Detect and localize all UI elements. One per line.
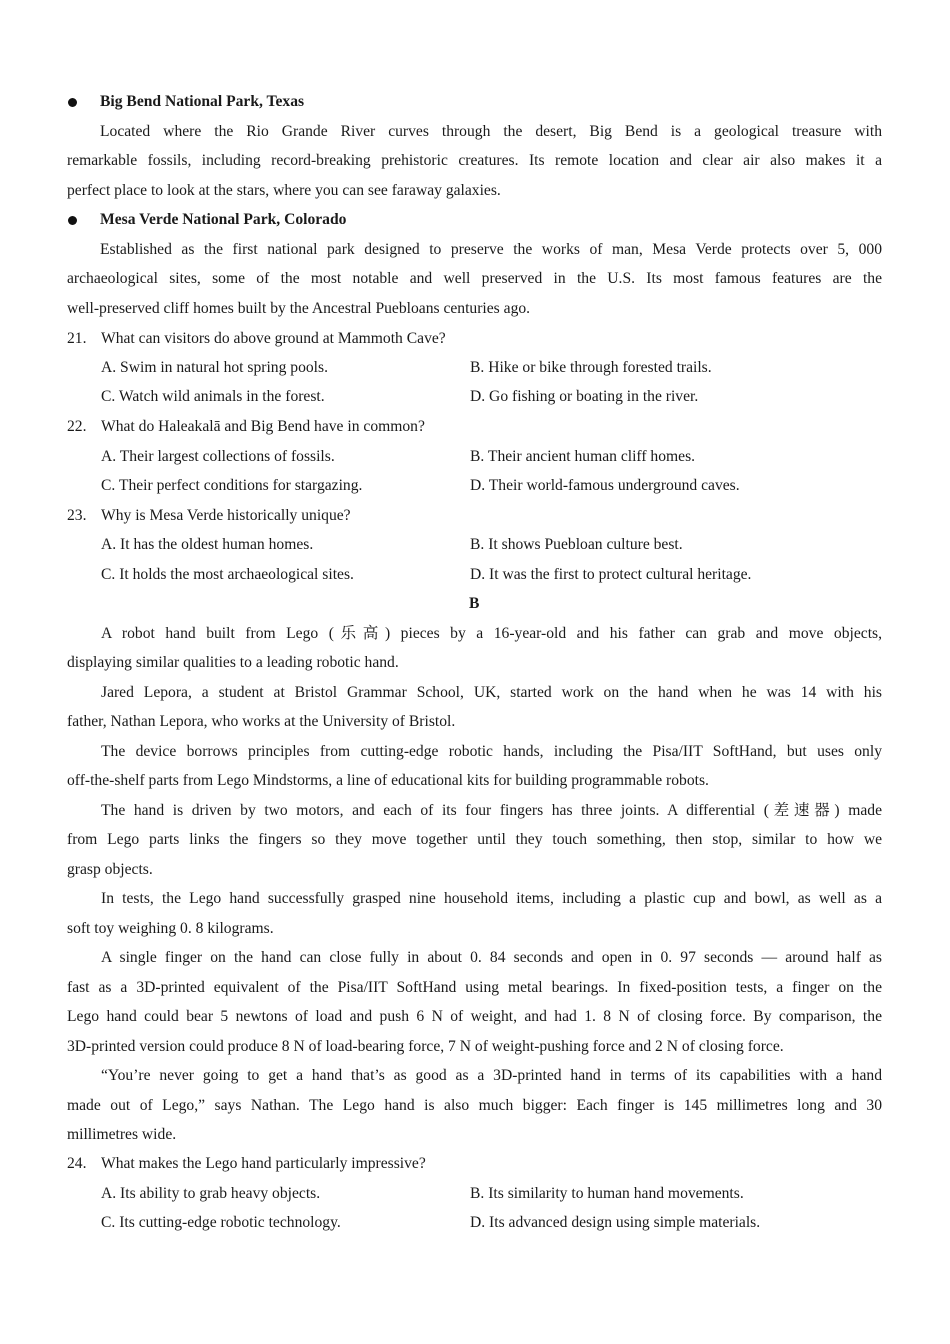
bullet-icon xyxy=(68,216,77,225)
park-title: Mesa Verde National Park, Colorado xyxy=(100,211,347,228)
option-c: C. Its cutting-edge robotic technology. xyxy=(101,1214,341,1231)
question-stem: Why is Mesa Verde historically unique? xyxy=(101,507,351,524)
option-b: B. Its similarity to human hand movements. xyxy=(470,1185,744,1202)
paragraph-line: perfect place to look at the stars, where you can see faraway galaxies. xyxy=(67,182,501,199)
question-stem: What can visitors do above ground at Mammoth Cave? xyxy=(101,330,446,347)
paragraph-line: grasp objects. xyxy=(67,861,153,878)
paragraph-line: “You’re never going to get a hand that’s as good as a 3D-printed hand in terms of its capabilities with a hand xyxy=(101,1067,882,1084)
option-c: C. It holds the most archaeological sites. xyxy=(101,566,354,583)
paragraph-line: millimetres wide. xyxy=(67,1126,177,1143)
paragraph-line: made out of Lego,” says Nathan. The Lego hand is also much bigger: Each finger is 145 millimetres long and 30 xyxy=(67,1097,882,1114)
option-a: A. Swim in natural hot spring pools. xyxy=(101,359,328,376)
option-d: D. It was the first to protect cultural heritage. xyxy=(470,566,752,583)
paragraph-line: fast as a 3D-printed equivalent of the Pisa/IIT SoftHand using metal bearings. In fixed-position tests, a finger on the xyxy=(67,979,882,996)
section-heading: B xyxy=(469,595,480,612)
paragraph-line: The device borrows principles from cutting-edge robotic hands, including the Pisa/IIT SoftHand, but uses only xyxy=(101,743,882,760)
option-b: B. It shows Puebloan culture best. xyxy=(470,536,683,553)
paragraph-line: off-the-shelf parts from Lego Mindstorms, a line of educational kits for building programmable robots. xyxy=(67,772,709,789)
option-c: C. Watch wild animals in the forest. xyxy=(101,388,325,405)
option-a: A. It has the oldest human homes. xyxy=(101,536,314,553)
paragraph-line: A single finger on the hand can close fully in about 0. 84 seconds and open in 0. 97 seconds — around half as xyxy=(101,949,882,966)
option-b: B. Hike or bike through forested trails. xyxy=(470,359,712,376)
bullet-icon xyxy=(68,98,77,107)
paragraph-line: The hand is driven by two motors, and each of its four fingers has three joints. A differential (差速器) made xyxy=(101,802,882,819)
paragraph-line: soft toy weighing 0. 8 kilograms. xyxy=(67,920,274,937)
question-21 xyxy=(67,328,446,350)
paragraph-line: displaying similar qualities to a leading robotic hand. xyxy=(67,654,399,671)
park-title: Big Bend National Park, Texas xyxy=(100,93,305,110)
option-a: A. Their largest collections of fossils. xyxy=(101,448,335,465)
paragraph-line: Established as the first national park designed to preserve the works of man, Mesa Verde protects over 5, 000 xyxy=(100,241,882,258)
question-24 xyxy=(67,1153,426,1175)
question-number: 23. xyxy=(67,507,87,524)
option-d: D. Its advanced design using simple materials. xyxy=(470,1214,761,1231)
paragraph-line: remarkable fossils, including record-breaking prehistoric creatures. Its remote location and clear air also makes it a xyxy=(67,152,882,169)
paragraph-line: Jared Lepora, a student at Bristol Grammar School, UK, started work on the hand when he was 14 with his xyxy=(101,684,882,701)
paragraph-line: 3D-printed version could produce 8 N of load-bearing force, 7 N of weight-pushing force and 2 N of closing force. xyxy=(67,1038,784,1055)
paragraph-line: Lego hand could bear 5 newtons of load and push 6 N of weight, and had 1. 8 N of closing force. By comparison, the xyxy=(67,1008,882,1025)
question-23 xyxy=(67,505,351,527)
paragraph-line: father, Nathan Lepora, who works at the University of Bristol. xyxy=(67,713,456,730)
paragraph-line: A robot hand built from Lego (乐高) pieces by a 16-year-old and his father can grab and move objects, xyxy=(101,625,882,642)
option-b: B. Their ancient human cliff homes. xyxy=(470,448,696,465)
paragraph-line: well-preserved cliff homes built by the Ancestral Puebloans centuries ago. xyxy=(67,300,531,317)
question-22 xyxy=(67,416,425,438)
option-d: D. Go fishing or boating in the river. xyxy=(470,388,699,405)
question-stem: What do Haleakalā and Big Bend have in common? xyxy=(101,418,425,435)
question-number: 22. xyxy=(67,418,87,435)
question-number: 24. xyxy=(67,1155,87,1172)
question-number: 21. xyxy=(67,330,87,347)
option-c: C. Their perfect conditions for stargazing. xyxy=(101,477,363,494)
paragraph-line: archaeological sites, some of the most notable and well preserved in the U.S. Its most famous features are the xyxy=(67,270,882,287)
question-stem: What makes the Lego hand particularly impressive? xyxy=(101,1155,426,1172)
option-a: A. Its ability to grab heavy objects. xyxy=(101,1185,321,1202)
option-d: D. Their world-famous underground caves. xyxy=(470,477,740,494)
paragraph-line: Located where the Rio Grande River curves through the desert, Big Bend is a geological treasure with xyxy=(100,123,882,140)
paragraph-line: In tests, the Lego hand successfully grasped nine household items, including a plastic cup and bowl, as well as a xyxy=(101,890,882,907)
paragraph-line: from Lego parts links the fingers so they move together until they touch something, then stop, similar to how we xyxy=(67,831,882,848)
